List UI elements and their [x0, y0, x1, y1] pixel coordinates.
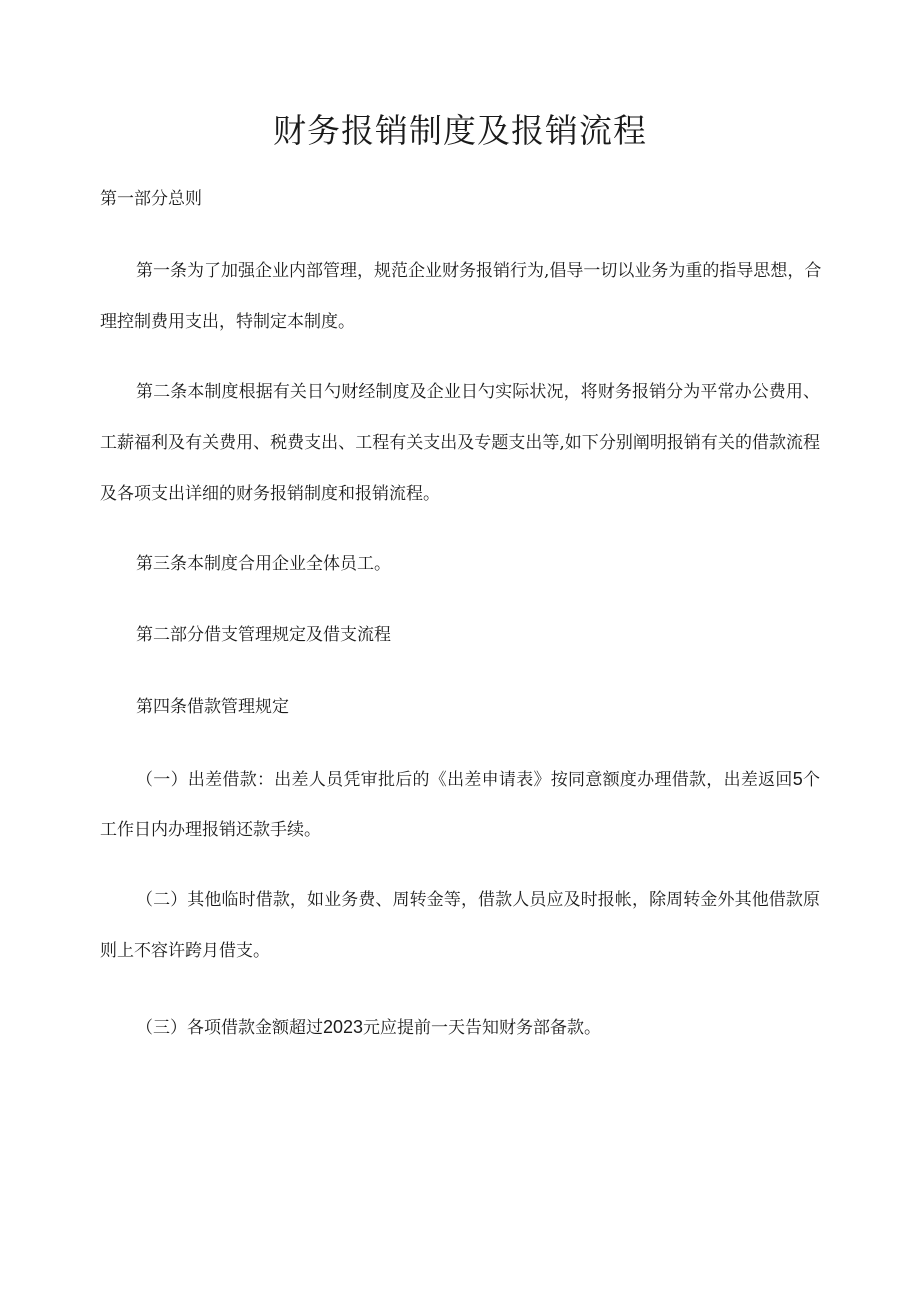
- item2-line2: 则上不容许跨月借支。: [100, 941, 270, 961]
- item1-line2: 工作日内办理报销还款手续。: [100, 820, 321, 840]
- item1-text-b: 个: [802, 770, 821, 790]
- article2-line1: 第二条本制度根据有关日勺财经制度及企业日勺实际状况，将财务报销分为平常办公费用、: [136, 382, 820, 402]
- document-title: 财务报销制度及报销流程: [273, 111, 647, 150]
- item3-text-b: 元应提前一天告知财务部备款。: [363, 1018, 602, 1038]
- article2-line2: 工薪福利及有关费用、税费支出、工程有关支出及专题支出等,如下分别阐明报销有关的借款流程: [100, 433, 820, 453]
- part1-heading: 第一部分总则: [100, 189, 202, 209]
- article2-line3: 及各项支出详细的财务报销制度和报销流程。: [100, 484, 440, 504]
- item1-line1: [136, 766, 820, 793]
- article1-line1: 第一条为了加强企业内部管理，规范企业财务报销行为,倡导一切以业务为重的指导思想，合: [136, 261, 822, 281]
- item1-text-a: （一）出差借款：出差人员凭审批后的《出差申请表》按同意额度办理借款，出差返回: [136, 770, 793, 790]
- article4-heading: 第四条借款管理规定: [136, 697, 289, 717]
- item3-line: [136, 1014, 601, 1041]
- item3-text-a: （三）各项借款金额超过: [136, 1018, 323, 1038]
- item1-number: 5: [792, 769, 803, 789]
- part2-heading: 第二部分借支管理规定及借支流程: [136, 625, 391, 645]
- article1-line2: 理控制费用支出，特制定本制度。: [100, 312, 355, 332]
- article3: 第三条本制度合用企业全体员工。: [136, 554, 391, 574]
- item2-line1: （二）其他临时借款，如业务费、周转金等，借款人员应及时报帐，除周转金外其他借款原: [136, 890, 820, 910]
- item3-number: 2023: [323, 1017, 364, 1037]
